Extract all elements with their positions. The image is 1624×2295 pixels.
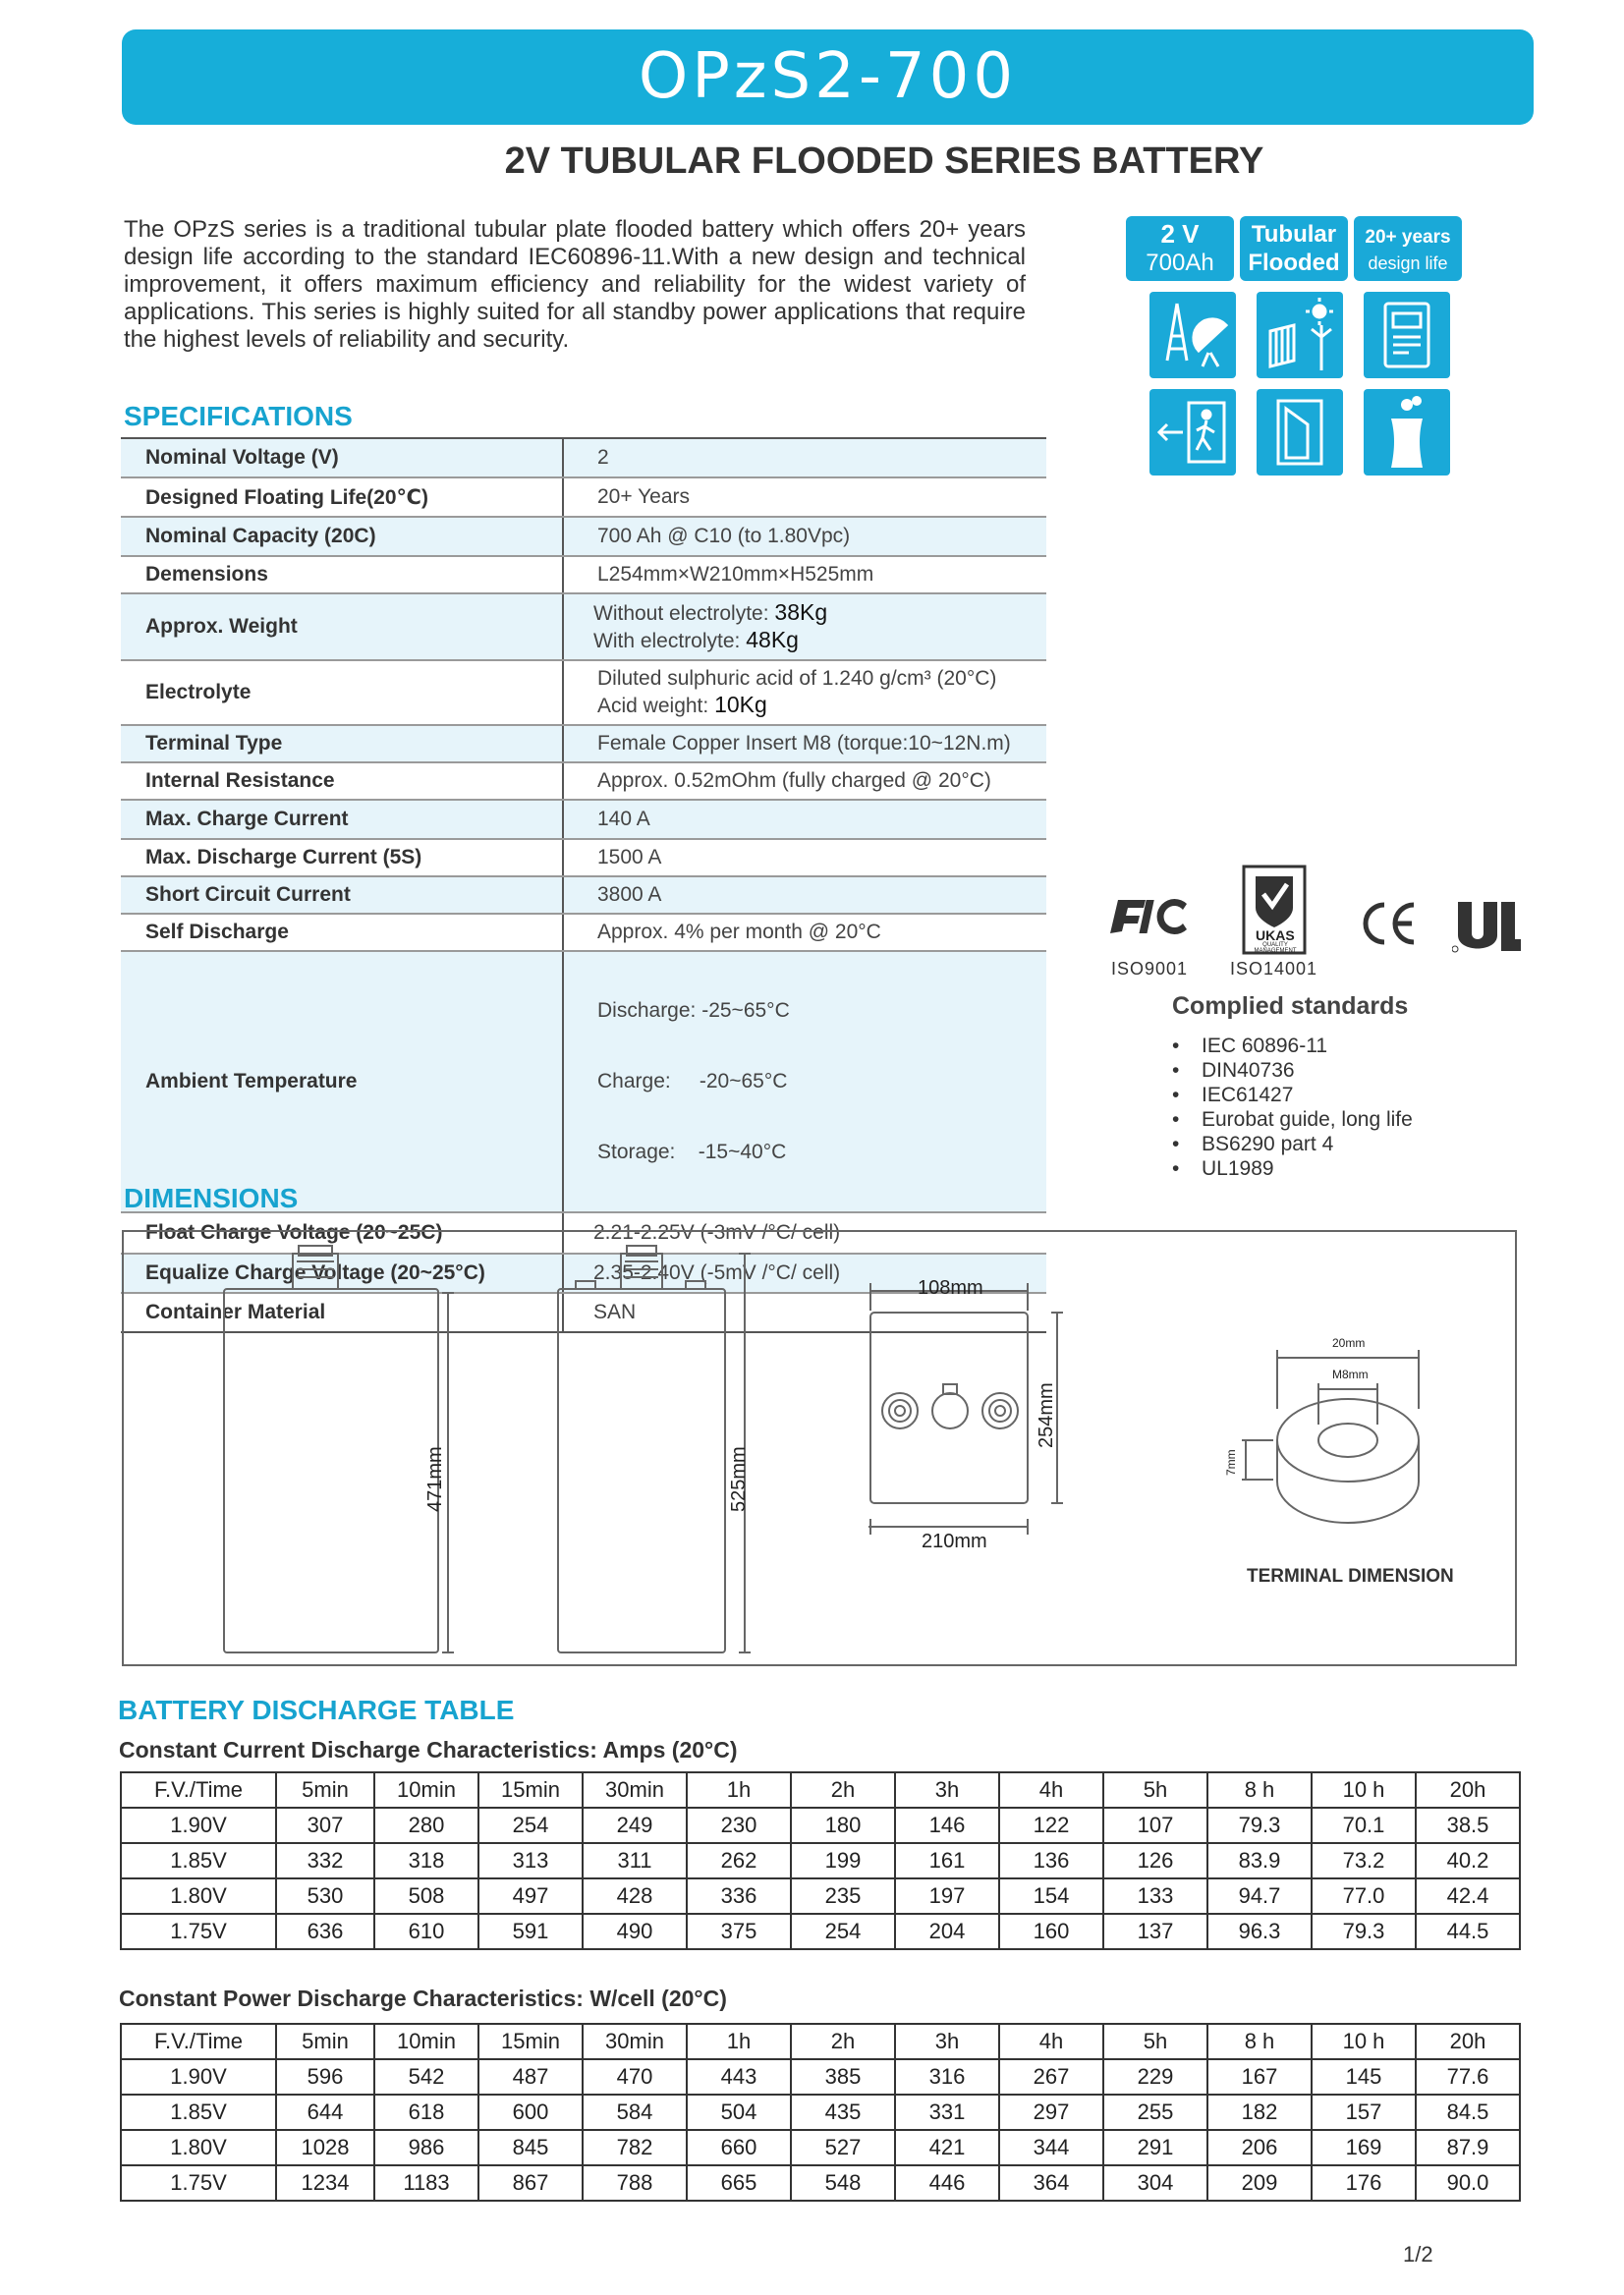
power-plant-icon	[1364, 389, 1450, 476]
spec-label: Ambient Temperature	[121, 951, 563, 1212]
table-header-row	[121, 1772, 1520, 1808]
value-cell: 497	[478, 1878, 583, 1914]
terminal-outer-label: 20mm	[1332, 1336, 1366, 1350]
badge-voltage: 2 V	[1160, 219, 1200, 249]
value-cell: 331	[895, 2095, 999, 2130]
value-cell: 591	[478, 1914, 583, 1949]
header-cell: F.V./Time	[121, 2024, 276, 2059]
terminal-height-label: 7mm	[1224, 1449, 1238, 1476]
dimensions-drawing	[122, 1230, 1517, 1666]
badge-life2: design life	[1368, 253, 1448, 273]
standard-item: • DIN40736	[1202, 1058, 1413, 1083]
spec-value: 20+ Years	[563, 477, 1046, 517]
value-cell: 161	[895, 1843, 999, 1878]
spec-row	[121, 556, 1046, 593]
value-cell: 169	[1312, 2130, 1416, 2165]
value-cell: 90.0	[1416, 2165, 1520, 2201]
value-cell: 336	[687, 1878, 791, 1914]
spec-label: Container Material	[121, 1293, 563, 1332]
value-cell: 1183	[374, 2165, 478, 2201]
value-cell: 160	[999, 1914, 1103, 1949]
value-cell: 490	[583, 1914, 687, 1949]
height-full-label: 525mm	[728, 1446, 750, 1512]
value-cell: 508	[374, 1878, 478, 1914]
value-cell: 180	[791, 1808, 895, 1843]
value-cell: 94.7	[1207, 1878, 1312, 1914]
emergency-exit-icon	[1149, 389, 1236, 476]
value-cell: 157	[1312, 2095, 1416, 2130]
dimensions-title: DIMENSIONS	[124, 1183, 299, 1213]
spec-value: 1500 A	[563, 839, 1046, 876]
value-cell: 618	[374, 2095, 478, 2130]
value-cell: 1028	[276, 2130, 374, 2165]
value-cell: 255	[1103, 2095, 1207, 2130]
voltage-badge	[1126, 216, 1234, 281]
model-banner	[122, 29, 1534, 125]
value-cell: 280	[374, 1808, 478, 1843]
header-cell: 5h	[1103, 2024, 1207, 2059]
value-cell: 44.5	[1416, 1914, 1520, 1949]
value-cell: 291	[1103, 2130, 1207, 2165]
ukas-subtext: QUALITY MANAGEMENT	[1254, 942, 1297, 954]
standard-item: • UL1989	[1202, 1156, 1413, 1181]
value-cell: 229	[1103, 2059, 1207, 2095]
value-cell: 136	[999, 1843, 1103, 1878]
table-row	[121, 2130, 1520, 2165]
value-cell: 77.6	[1416, 2059, 1520, 2095]
header-cell: 2h	[791, 1772, 895, 1808]
spec-value	[563, 593, 1046, 660]
value-cell: 199	[791, 1843, 895, 1878]
spec-label: Demensions	[121, 556, 563, 593]
standard-item: • BS6290 part 4	[1202, 1132, 1413, 1156]
badge-capacity: 700Ah	[1146, 250, 1214, 276]
page-subtitle: 2V TUBULAR FLOODED SERIES BATTERY	[504, 140, 1264, 182]
value-cell: 145	[1312, 2059, 1416, 2095]
terminal-thread-label: M8mm	[1332, 1368, 1369, 1381]
ul-mark	[1452, 896, 1521, 960]
value-cell: 84.5	[1416, 2095, 1520, 2130]
spec-value: SAN	[563, 1293, 1046, 1332]
header-cell: 4h	[999, 1772, 1103, 1808]
intro-text: The OPzS series is a traditional tubular plate flooded battery which offers 20+ years design life according to the standard IEC60896-11.With a new design and technical improvement, it offers maximum efficiency and reliability for the widest variety of applications. This series is highly suited for all standby power applications that require the highest levels of reliability and security.	[124, 216, 1026, 353]
control-panel-icon	[1364, 292, 1450, 378]
terminal-dimension-label: TERMINAL DIMENSION	[1247, 1566, 1454, 1587]
value-cell: 122	[999, 1808, 1103, 1843]
value-cell: 665	[687, 2165, 791, 2201]
value-cell: 235	[791, 1878, 895, 1914]
electrolyte-desc: Diluted sulphuric acid of 1.240 g/cm³ (20°C)	[597, 667, 997, 690]
value-cell: 446	[895, 2165, 999, 2201]
value-cell: 254	[478, 1808, 583, 1843]
value-cell: 788	[583, 2165, 687, 2201]
table-row	[121, 1808, 1520, 1843]
spec-row	[121, 876, 1046, 914]
spec-label: Short Circuit Current	[121, 876, 563, 914]
spec-label: Nominal Capacity (20C)	[121, 517, 563, 556]
door-icon	[1257, 389, 1343, 476]
value-cell: 167	[1207, 2059, 1312, 2095]
value-cell: 146	[895, 1808, 999, 1843]
value-cell: 344	[999, 2130, 1103, 2165]
header-cell: F.V./Time	[121, 1772, 276, 1808]
table-header-row	[121, 2024, 1520, 2059]
page-number: 1/2	[1403, 2242, 1433, 2267]
value-cell: 176	[1312, 2165, 1416, 2201]
value-cell: 487	[478, 2059, 583, 2095]
temp-storage: Storage: -15~40°C	[597, 1141, 787, 1163]
value-cell: 209	[1207, 2165, 1312, 2201]
power-table-title: Constant Power Discharge Characteristics: W/cell (20°C)	[119, 1986, 727, 2011]
weight-without-value: 38Kg	[774, 599, 828, 625]
header-cell: 3h	[895, 2024, 999, 2059]
dimension-lines	[124, 1232, 1515, 1664]
value-cell: 421	[895, 2130, 999, 2165]
value-cell: 107	[1103, 1808, 1207, 1843]
voltage-cell: 1.80V	[121, 1878, 276, 1914]
value-cell: 364	[999, 2165, 1103, 2201]
value-cell: 443	[687, 2059, 791, 2095]
terminal-spacing-label: 108mm	[918, 1277, 983, 1299]
header-cell: 10 h	[1312, 2024, 1416, 2059]
spec-value	[563, 660, 1046, 725]
spec-label: Equalize Charge Voltage (20~25°C)	[121, 1254, 563, 1293]
value-cell: 197	[895, 1878, 999, 1914]
header-cell: 10 h	[1312, 1772, 1416, 1808]
value-cell: 77.0	[1312, 1878, 1416, 1914]
spec-value: Approx. 0.52mOhm (fully charged @ 20°C)	[563, 762, 1046, 800]
spec-row	[121, 438, 1046, 477]
value-cell: 867	[478, 2165, 583, 2201]
spec-value: 3800 A	[563, 876, 1046, 914]
value-cell: 267	[999, 2059, 1103, 2095]
table-row	[121, 1843, 1520, 1878]
badge-life1: 20+ years	[1365, 227, 1451, 248]
table-row	[121, 1878, 1520, 1914]
value-cell: 262	[687, 1843, 791, 1878]
spec-value: 2.35-2.40V (-5mV /°C/ cell)	[563, 1254, 1046, 1293]
voltage-cell: 1.75V	[121, 1914, 276, 1949]
value-cell: 83.9	[1207, 1843, 1312, 1878]
spec-value	[563, 951, 1046, 1212]
table-row	[121, 2059, 1520, 2095]
table-row	[121, 2095, 1520, 2130]
voltage-cell: 1.75V	[121, 2165, 276, 2201]
header-cell: 10min	[374, 2024, 478, 2059]
spec-label: Nominal Voltage (V)	[121, 438, 563, 477]
value-cell: 133	[1103, 1878, 1207, 1914]
value-cell: 542	[374, 2059, 478, 2095]
spec-label: Designed Floating Life(20℃)	[121, 477, 563, 517]
value-cell: 154	[999, 1878, 1103, 1914]
spec-value: 700 Ah @ C10 (to 1.80Vpc)	[563, 517, 1046, 556]
voltage-cell: 1.85V	[121, 1843, 276, 1878]
spec-label: Self Discharge	[121, 914, 563, 951]
spec-label: Approx. Weight	[121, 593, 563, 660]
value-cell: 230	[687, 1808, 791, 1843]
standards-title: Complied standards	[1172, 992, 1409, 1020]
value-cell: 644	[276, 2095, 374, 2130]
iso14001-label: ISO14001	[1230, 959, 1318, 979]
height-total-label: 471mm	[424, 1446, 446, 1512]
header-cell: 20h	[1416, 1772, 1520, 1808]
header-cell: 1h	[687, 1772, 791, 1808]
value-cell: 40.2	[1416, 1843, 1520, 1878]
value-cell: 311	[583, 1843, 687, 1878]
value-cell: 782	[583, 2130, 687, 2165]
header-cell: 20h	[1416, 2024, 1520, 2059]
standard-item: • Eurobat guide, long life	[1202, 1107, 1413, 1132]
length-label: 254mm	[1036, 1382, 1057, 1448]
badge-type1: Tubular	[1251, 221, 1337, 248]
iso9001-label: ISO9001	[1111, 959, 1189, 979]
acid-weight-value: 10Kg	[714, 692, 767, 717]
spec-value: 140 A	[563, 800, 1046, 839]
header-cell: 30min	[583, 2024, 687, 2059]
current-discharge-table	[120, 1771, 1521, 1950]
value-cell: 527	[791, 2130, 895, 2165]
header-cell: 5h	[1103, 1772, 1207, 1808]
spec-value: Approx. 4% per month @ 20°C	[563, 914, 1046, 951]
value-cell: 636	[276, 1914, 374, 1949]
telecom-tower-icon	[1149, 292, 1236, 378]
value-cell: 38.5	[1416, 1808, 1520, 1843]
value-cell: 126	[1103, 1843, 1207, 1878]
header-cell: 15min	[478, 2024, 583, 2059]
value-cell: 254	[791, 1914, 895, 1949]
value-cell: 204	[895, 1914, 999, 1949]
spec-label: Max. Discharge Current (5S)	[121, 839, 563, 876]
ukas-text: UKAS	[1256, 927, 1295, 943]
voltage-cell: 1.90V	[121, 2059, 276, 2095]
value-cell: 986	[374, 2130, 478, 2165]
spec-row	[121, 914, 1046, 951]
value-cell: 318	[374, 1843, 478, 1878]
value-cell: 584	[583, 2095, 687, 2130]
standard-item: • IEC 60896-11	[1202, 1034, 1413, 1058]
header-cell: 3h	[895, 1772, 999, 1808]
spec-row	[121, 660, 1046, 725]
value-cell: 470	[583, 2059, 687, 2095]
value-cell: 332	[276, 1843, 374, 1878]
spec-value: L254mm×W210mm×H525mm	[563, 556, 1046, 593]
value-cell: 307	[276, 1808, 374, 1843]
spec-value: Female Copper Insert M8 (torque:10~12N.m)	[563, 725, 1046, 762]
spec-label: Max. Charge Current	[121, 800, 563, 839]
value-cell: 137	[1103, 1914, 1207, 1949]
spec-row	[121, 517, 1046, 556]
header-cell: 8 h	[1207, 2024, 1312, 2059]
value-cell: 600	[478, 2095, 583, 2130]
spec-value: 2	[563, 438, 1046, 477]
solar-wind-icon	[1257, 292, 1343, 378]
value-cell: 530	[276, 1878, 374, 1914]
value-cell: 79.3	[1207, 1808, 1312, 1843]
table-row	[121, 1914, 1520, 1949]
life-badge	[1354, 216, 1462, 281]
header-cell: 5min	[276, 2024, 374, 2059]
spec-row	[121, 951, 1046, 1212]
value-cell: 70.1	[1312, 1808, 1416, 1843]
weight-with-label: With electrolyte:	[593, 630, 741, 652]
header-cell: 1h	[687, 2024, 791, 2059]
spec-row	[121, 477, 1046, 517]
value-cell: 87.9	[1416, 2130, 1520, 2165]
spec-row	[121, 762, 1046, 800]
header-cell: 5min	[276, 1772, 374, 1808]
model-title: OPzS2-700	[638, 40, 1018, 113]
voltage-cell: 1.85V	[121, 2095, 276, 2130]
value-cell: 1234	[276, 2165, 374, 2201]
spec-row	[121, 800, 1046, 839]
value-cell: 385	[791, 2059, 895, 2095]
header-cell: 2h	[791, 2024, 895, 2059]
value-cell: 96.3	[1207, 1914, 1312, 1949]
value-cell: 596	[276, 2059, 374, 2095]
header-cell: 8 h	[1207, 1772, 1312, 1808]
current-table-title: Constant Current Discharge Characteristics: Amps (20°C)	[119, 1737, 738, 1763]
value-cell: 316	[895, 2059, 999, 2095]
value-cell: 610	[374, 1914, 478, 1949]
badge-type2: Flooded	[1248, 250, 1340, 276]
value-cell: 79.3	[1312, 1914, 1416, 1949]
value-cell: 297	[999, 2095, 1103, 2130]
header-cell: 15min	[478, 1772, 583, 1808]
spec-value: 2.21-2.25V (-3mV /°C/ cell)	[563, 1212, 1046, 1254]
value-cell: 42.4	[1416, 1878, 1520, 1914]
header-cell: 30min	[583, 1772, 687, 1808]
temp-charge: Charge: -20~65°C	[597, 1070, 788, 1092]
header-cell: 10min	[374, 1772, 478, 1808]
spec-label: Electrolyte	[121, 660, 563, 725]
header-cell: 4h	[999, 2024, 1103, 2059]
temp-discharge: Discharge: -25~65°C	[597, 999, 790, 1022]
specifications-title: SPECIFICATIONS	[124, 401, 353, 431]
value-cell: 375	[687, 1914, 791, 1949]
voltage-cell: 1.90V	[121, 1808, 276, 1843]
discharge-title: BATTERY DISCHARGE TABLE	[118, 1695, 515, 1725]
value-cell: 428	[583, 1878, 687, 1914]
value-cell: 313	[478, 1843, 583, 1878]
ce-mark	[1359, 899, 1418, 953]
spec-label: Terminal Type	[121, 725, 563, 762]
value-cell: 182	[1207, 2095, 1312, 2130]
standard-item: • IEC61427	[1202, 1083, 1413, 1107]
value-cell: 304	[1103, 2165, 1207, 2201]
value-cell: 206	[1207, 2130, 1312, 2165]
spec-row	[121, 725, 1046, 762]
spec-label: Internal Resistance	[121, 762, 563, 800]
type-badge	[1240, 216, 1348, 281]
weight-without-label: Without electrolyte:	[593, 602, 769, 625]
spec-row	[121, 839, 1046, 876]
acid-weight-label: Acid weight:	[597, 695, 709, 717]
power-discharge-table	[120, 2023, 1521, 2202]
value-cell: 73.2	[1312, 1843, 1416, 1878]
standards-list	[1172, 1034, 1413, 1181]
weight-with-value: 48Kg	[746, 627, 799, 652]
eic-logo	[1106, 894, 1191, 944]
width-label: 210mm	[922, 1531, 987, 1552]
value-cell: 249	[583, 1808, 687, 1843]
value-cell: 845	[478, 2130, 583, 2165]
value-cell: 660	[687, 2130, 791, 2165]
value-cell: 435	[791, 2095, 895, 2130]
value-cell: 504	[687, 2095, 791, 2130]
table-row	[121, 2165, 1520, 2201]
voltage-cell: 1.80V	[121, 2130, 276, 2165]
spec-row	[121, 593, 1046, 660]
spec-label: Float Charge Voltage (20~25C)	[121, 1212, 563, 1254]
value-cell: 548	[791, 2165, 895, 2201]
